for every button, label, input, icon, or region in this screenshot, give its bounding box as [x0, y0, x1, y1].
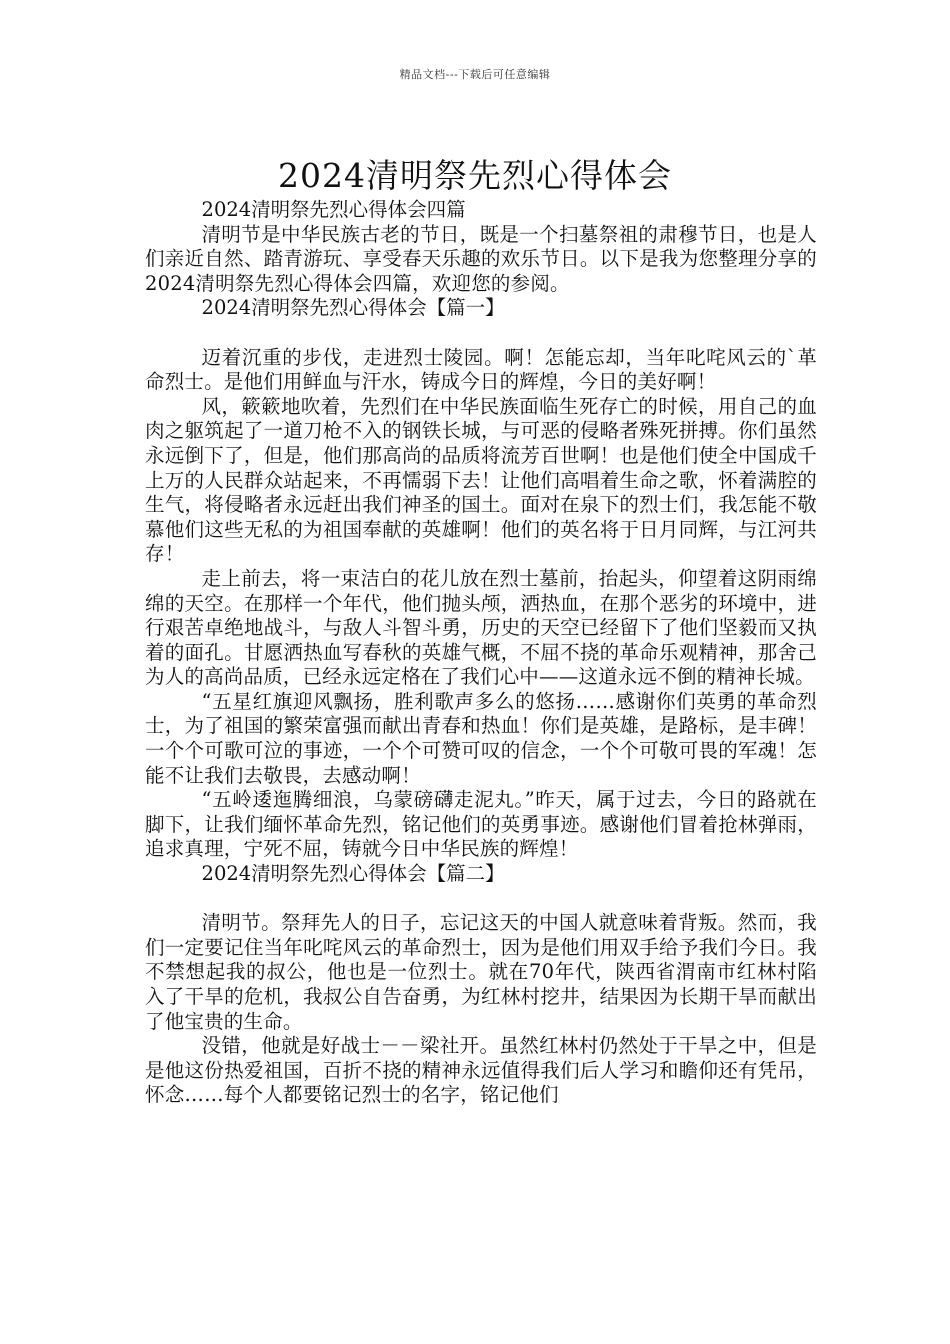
section-1-paragraph: 风，簌簌地吹着，先烈们在中华民族面临生死存亡的时候，用自己的血肉之躯筑起了一道刀枪不入的钢铁长城，与可恶的侵略者殊死拼搏。你们虽然永远倒下了，但是，他们那高尚的品质将流芳百世啊！也是他们使全中国成千上万的人民群众站起来，不再懦弱下去！让他们高唱着生命之歌，怀着满腔的生气，将侵略者永远赶出我们神圣的国土。面对在泉下的烈士们，我怎能不敬慕他们这些无私的为祖国奉献的英雄啊！他们的英名将于日月同辉，与江河共存！: [145, 394, 817, 566]
section-1-paragraph: “五岭逶迤腾细浪，乌蒙磅礴走泥丸。”昨天，属于过去，今日的路就在脚下，让我们缅怀革命先烈，铭记他们的英勇事迹。感谢他们冒着抢林弹雨，追求真理，宁死不屈，铸就今日中华民族的辉煌！: [145, 788, 817, 861]
blank-line: [145, 887, 817, 912]
blank-line: [145, 321, 817, 346]
intro-subtitle: 2024清明祭先烈心得体会四篇: [201, 198, 466, 221]
document-title: 2024清明祭先烈心得体会: [278, 156, 672, 196]
intro-paragraph: 清明节是中华民族古老的节日，既是一个扫墓祭祖的肃穆节日，也是人们亲近自然、踏青游玩、享受春天乐趣的欢乐节日。以下是我为您整理分享的2024清明祭先烈心得体会四篇，欢迎您的参阅。: [145, 222, 817, 295]
header-note: 精品文档---下载后可任意编辑: [399, 68, 551, 81]
section-1-paragraph: 走上前去，将一束洁白的花儿放在烈士墓前，抬起头，仰望着这阴雨绵绵的天空。在那样一个年代，他们抛头颅，洒热血，在那个恶劣的环境中，进行艰苦卓绝地战斗，与敌人斗智斗勇，历史的天空已经留下了他们坚毅而又执着的面孔。甘愿洒热血写春秋的英雄气概，不屈不挠的革命乐观精神，那舍己为人的高尚品质，已经永远定格在了我们心中——这道永远不倒的精神长城。: [145, 566, 817, 689]
section-2-paragraph: 没错，他就是好战士－－梁社开。虽然红林村仍然处于干旱之中，但是是他这份热爱祖国，百折不挠的精神永远值得我们后人学习和瞻仰还有凭吊，怀念……每个人都要铭记烈士的名字，铭记他们: [145, 1034, 817, 1107]
section-1-paragraph: “五星红旗迎风飘扬，胜利歌声多么的悠扬……感谢你们英勇的革命烈士，为了祖国的繁荣富强而献出青春和热血！你们是英雄，是路标，是丰碑！一个个可歌可泣的事迹，一个个可赞可叹的信念，一个个可敬可畏的军魂！怎能不让我们去敬畏，去感动啊！: [145, 689, 817, 787]
section-2-heading: 2024清明祭先烈心得体会【篇二】: [201, 862, 505, 886]
section-1-heading: 2024清明祭先烈心得体会【篇一】: [201, 296, 505, 320]
section-2-paragraph: 清明节。祭拜先人的日子，忘记这天的中国人就意味着背叛。然而，我们一定要记住当年叱咤风云的革命烈士，因为是他们用双手给予我们今日。我不禁想起我的叔公，他也是一位烈士。就在70年代，陕西省渭南市红林村陷入了干旱的危机，我叔公自告奋勇，为红林村挖井，结果因为长期干旱而献出了他宝贵的生命。: [145, 911, 817, 1033]
document-body: [145, 198, 817, 1108]
section-1-paragraph: 迈着沉重的步伐，走进烈士陵园。啊！怎能忘却，当年叱咤风云的`革命烈士。是他们用鲜血与汗水，铸成今日的辉煌，今日的美好啊！: [145, 345, 817, 394]
